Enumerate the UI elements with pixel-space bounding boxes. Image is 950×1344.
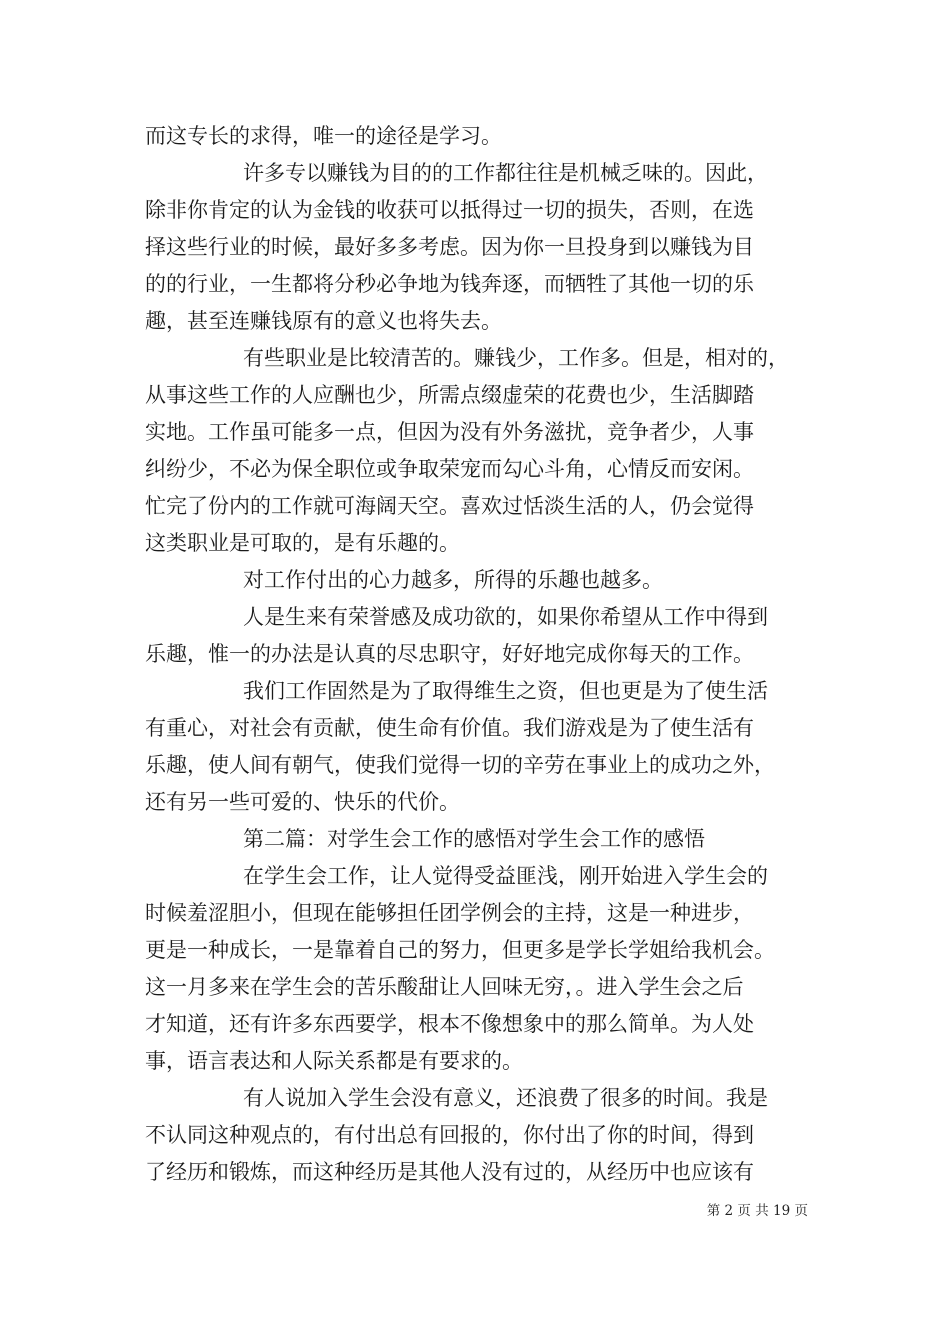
text-line: 乐趣，惟一的办法是认真的尽忠职守，好好地完成你每天的工作。 [145,642,754,666]
text-line: 我们工作固然是为了取得维生之资，但也更是为了使生活 [243,679,768,703]
text-line: 择这些行业的时候，最好多多考虑。因为你一旦投身到以赚钱为目 [145,235,754,259]
text-line: 而这专长的求得，唯一的途径是学习。 [145,124,502,148]
text-line: 在学生会工作，让人觉得受益匪浅，刚开始进入学生会的 [243,864,768,888]
text-line: 趣，甚至连赚钱原有的意义也将失去。 [145,309,502,333]
text-line: 乐趣，使人间有朝气，使我们觉得一切的辛劳在事业上的成功之外， [145,753,775,777]
text-line: 还有另一些可爱的、快乐的代价。 [145,790,460,814]
text-line: 有重心，对社会有贡献，使生命有价值。我们游戏是为了使生活有 [145,716,754,740]
text-line: 除非你肯定的认为金钱的收获可以抵得过一切的损失，否则，在选 [145,198,754,222]
text-line: 才知道，还有许多东西要学，根本不像想象中的那么简单。为人处 [145,1012,754,1036]
text-line: 对工作付出的心力越多，所得的乐趣也越多。 [243,568,663,592]
text-line: 事，语言表达和人际关系都是有要求的。 [145,1049,523,1073]
document-body [145,118,807,1191]
text-line: 的的行业，一生都将分秒必争地为钱奔逐，而牺牲了其他一切的乐 [145,272,754,296]
text-line: 有人说加入学生会没有意义，还浪费了很多的时间。我是 [243,1086,768,1110]
page-number: 第 2 页 共 19 页 [706,1203,808,1219]
text-line: 了经历和锻炼，而这种经历是其他人没有过的，从经历中也应该有 [145,1160,754,1184]
text-line: 这类职业是可取的，是有乐趣的。 [145,531,460,555]
text-line: 人是生来有荣誉感及成功欲的，如果你希望从工作中得到 [243,605,768,629]
text-line: 纠纷少，不必为保全职位或争取荣宠而勾心斗角，心情反而安闲。 [145,457,754,481]
text-line: 时候羞涩胆小，但现在能够担任团学例会的主持，这是一种进步， [145,901,754,925]
text-line: 有些职业是比较清苦的。赚钱少，工作多。但是，相对的， [243,346,789,370]
text-line: 不认同这种观点的，有付出总有回报的，你付出了你的时间，得到 [145,1123,754,1147]
text-line: 许多专以赚钱为目的的工作都往往是机械乏味的。因此， [243,161,768,185]
text-line: 从事这些工作的人应酬也少，所需点缀虚荣的花费也少，生活脚踏 [145,383,754,407]
text-line: 实地。工作虽可能多一点，但因为没有外务滋扰，竞争者少，人事 [145,420,754,444]
text-line: 忙完了份内的工作就可海阔天空。喜欢过恬淡生活的人，仍会觉得 [145,494,754,518]
text-line: 更是一种成长，一是靠着自己的努力，但更多是学长学姐给我机会。 [145,938,775,962]
text-line: 这一月多来在学生会的苦乐酸甜让人回味无穷，。进入学生会之后 [145,975,744,999]
section-heading: 第二篇：对学生会工作的感悟对学生会工作的感悟 [243,827,705,851]
